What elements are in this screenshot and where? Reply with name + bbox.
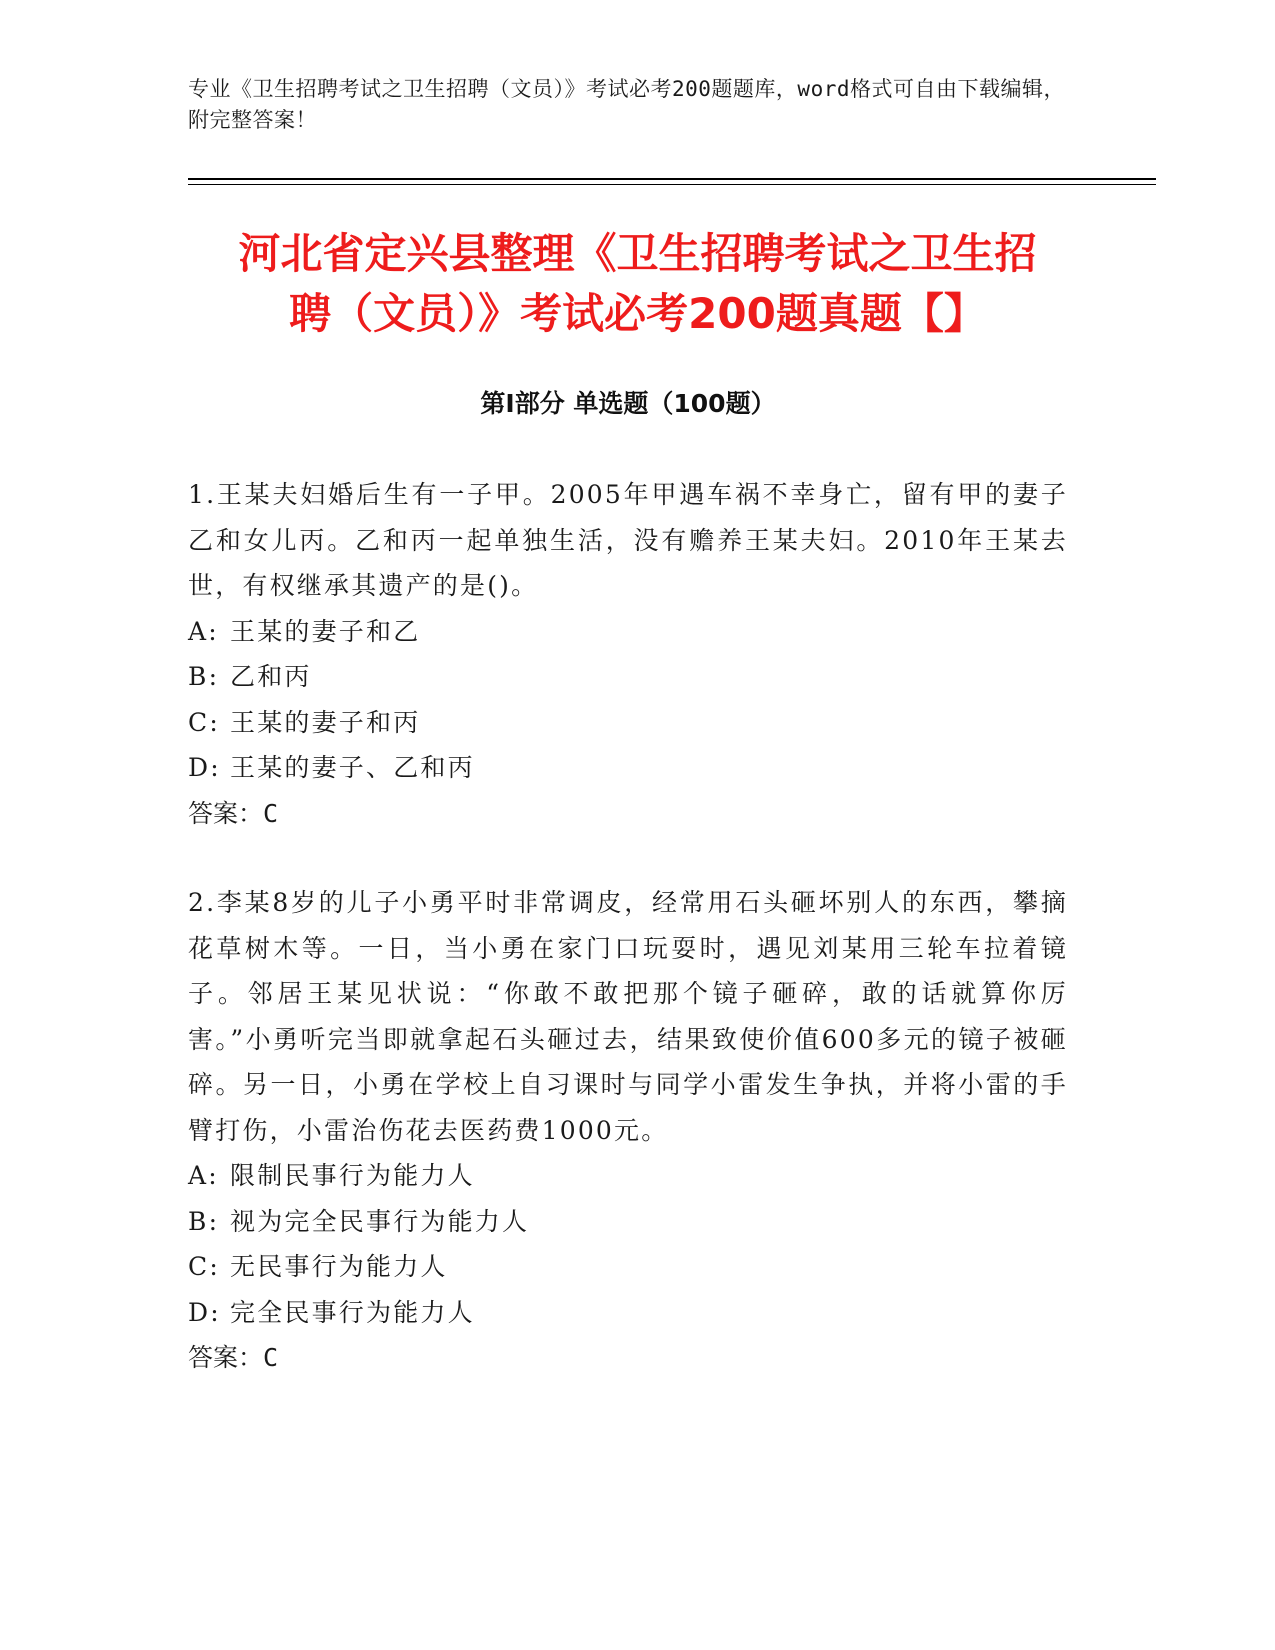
- header-note: 专业《卫生招聘考试之卫生招聘（文员）》考试必考200题题库，word格式可自由下载编辑，附完整答案！: [188, 77, 1065, 132]
- option-b: [188, 654, 1068, 700]
- document-title: [150, 224, 1125, 344]
- option-text: 王某的妻子和丙: [230, 707, 421, 737]
- question-stem: 2.李某8岁的儿子小勇平时非常调皮，经常用石头砸坏别人的东西，攀摘花草树木等。一日，当小勇在家门口玩耍时，遇见刘某用三轮车拉着镜子。邻居王某见状说：“你敢不敢把那个镜子砸碎，敢的话就算你厉害。”小勇听完当即就拿起石头砸过去，结果致使价值600多元的镜子被砸碎。另一日，小勇在学校上自习课时与同学小雷发生争执，并将小雷的手臂打伤，小雷治伤花去医药费1000元。: [188, 888, 1068, 1145]
- option-d: [188, 745, 1068, 791]
- option-a: [188, 609, 1068, 655]
- section-heading: 第I部分 单选题（100题）: [480, 389, 776, 418]
- header-rule-thick: [188, 178, 1156, 180]
- option-letter: D:: [188, 753, 221, 782]
- option-b: [188, 1199, 1068, 1245]
- option-text: 乙和丙: [230, 662, 312, 691]
- option-letter: A:: [188, 1161, 219, 1190]
- option-c: [188, 700, 1068, 746]
- answer-value: C: [263, 798, 279, 828]
- answer-label: 答案：: [188, 1343, 264, 1372]
- question-stem: 1.王某夫妇婚后生有一子甲。2005年甲遇车祸不幸身亡，留有甲的妻子乙和女儿丙。乙和丙一起单独生活，没有赡养王某夫妇。2010年王某去世，有权继承其遗产的是()。: [188, 480, 1068, 600]
- option-letter: B:: [188, 1206, 220, 1236]
- option-letter: D:: [188, 1297, 221, 1327]
- answer-label: 答案：: [188, 798, 264, 828]
- question-1: [188, 472, 1068, 836]
- option-letter: A:: [188, 616, 219, 646]
- document-title-line-1: 河北省定兴县整理《卫生招聘考试之卫生招: [238, 229, 1037, 278]
- option-text: 完全民事行为能力人: [230, 1297, 475, 1327]
- document-title-line-2: 聘（文员）》考试必考200题真题【】: [289, 289, 986, 338]
- option-text: 无民事行为能力人: [230, 1252, 448, 1281]
- option-c: [188, 1244, 1068, 1290]
- question-2: [188, 880, 1068, 1381]
- header-rule-thin: [188, 184, 1156, 185]
- option-text: 视为完全民事行为能力人: [230, 1206, 530, 1236]
- answer-value: C: [263, 1343, 279, 1372]
- option-text: 限制民事行为能力人: [230, 1161, 475, 1190]
- option-text: 王某的妻子、乙和丙: [230, 753, 475, 782]
- option-letter: B:: [188, 662, 220, 691]
- option-a: [188, 1153, 1068, 1199]
- answer-line: [188, 1335, 1068, 1381]
- option-d: [188, 1290, 1068, 1336]
- option-letter: C:: [188, 1252, 220, 1281]
- option-text: 王某的妻子和乙: [230, 616, 421, 646]
- answer-line: [188, 791, 1068, 837]
- option-letter: C:: [188, 707, 220, 737]
